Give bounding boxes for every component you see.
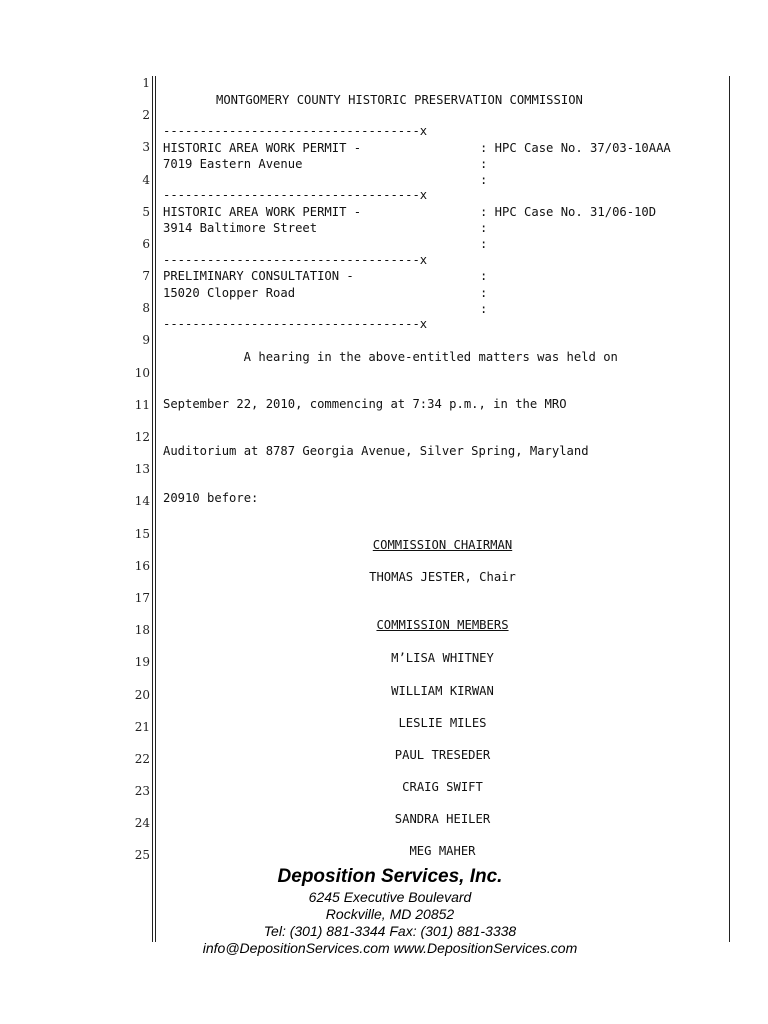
hearing-line: Auditorium at 8787 Georgia Avenue, Silver Spring, Maryland xyxy=(163,444,589,458)
line-number: 19 xyxy=(134,655,150,669)
line-number: 10 xyxy=(134,366,150,380)
line-number: 3 xyxy=(142,140,150,154)
case-number: : xyxy=(480,269,488,283)
hearing-line: 20910 before: xyxy=(163,491,259,505)
member-name: LESLIE MILES xyxy=(398,716,487,730)
line-number: 15 xyxy=(134,527,150,541)
caption-colon: : xyxy=(480,157,488,171)
line-number: 4 xyxy=(142,173,150,187)
line-number: 17 xyxy=(134,591,150,605)
member-name: M’LISA WHITNEY xyxy=(391,651,494,665)
line-number: 25 xyxy=(134,848,150,862)
member-name: SANDRA HEILER xyxy=(394,812,491,826)
left-margin-rule xyxy=(152,76,153,942)
footer-web: info@DepositionServices.com www.DepositionServices.com xyxy=(202,940,578,956)
case-type: HISTORIC AREA WORK PERMIT - xyxy=(163,141,362,155)
line-number: 13 xyxy=(134,462,150,476)
footer-phone: Tel: (301) 881-3344 Fax: (301) 881-3338 xyxy=(263,923,517,939)
line-number: 22 xyxy=(134,752,150,766)
caption-colon: : xyxy=(480,302,488,316)
case-number: : HPC Case No. 37/03-10AAA xyxy=(480,141,671,155)
case-address: 3914 Baltimore Street xyxy=(163,221,318,235)
document-title: MONTGOMERY COUNTY HISTORIC PRESERVATION COMMISSION xyxy=(216,93,583,107)
caption-separator: -----------------------------------x xyxy=(163,317,428,331)
line-number: 20 xyxy=(134,688,150,702)
caption-separator: -----------------------------------x xyxy=(163,124,428,138)
line-number: 14 xyxy=(134,494,150,508)
footer-address-line1: 6245 Executive Boulevard xyxy=(308,889,472,905)
line-number: 24 xyxy=(134,816,150,830)
caption-separator: -----------------------------------x xyxy=(163,188,428,202)
footer-address-line2: Rockville, MD 20852 xyxy=(325,906,455,922)
line-number: 5 xyxy=(142,205,150,219)
footer-company: Deposition Services, Inc. xyxy=(277,866,503,887)
line-number: 21 xyxy=(134,720,150,734)
caption-colon: : xyxy=(480,221,488,235)
member-name: WILLIAM KIRWAN xyxy=(391,684,494,698)
chairman-heading-text: COMMISSION CHAIRMAN xyxy=(372,538,513,552)
caption-separator: -----------------------------------x xyxy=(163,253,428,267)
member-name: MEG MAHER xyxy=(409,844,476,858)
case-address: 15020 Clopper Road xyxy=(163,286,296,300)
caption-colon: : xyxy=(480,286,488,300)
line-number: 11 xyxy=(134,398,150,412)
case-number: : HPC Case No. 31/06-10D xyxy=(480,205,657,219)
case-address: 7019 Eastern Avenue xyxy=(163,157,303,171)
hearing-line: A hearing in the above-entitled matters was held on xyxy=(207,350,618,364)
line-number: 2 xyxy=(142,108,150,122)
member-name: CRAIG SWIFT xyxy=(402,780,483,794)
line-number: 6 xyxy=(142,237,150,251)
line-number: 9 xyxy=(142,333,150,347)
members-heading-text: COMMISSION MEMBERS xyxy=(376,618,509,632)
case-type: HISTORIC AREA WORK PERMIT - xyxy=(163,205,362,219)
chairman-heading xyxy=(156,538,729,552)
line-number: 12 xyxy=(134,430,150,444)
member-name: PAUL TRESEDER xyxy=(394,748,491,762)
members-heading xyxy=(156,618,729,632)
right-margin-rule xyxy=(729,76,730,942)
chairman-name: THOMAS JESTER, Chair xyxy=(369,570,516,584)
case-type: PRELIMINARY CONSULTATION - xyxy=(163,269,354,283)
line-number: 18 xyxy=(134,623,150,637)
caption-colon: : xyxy=(480,173,488,187)
line-number: 16 xyxy=(134,559,150,573)
line-number: 7 xyxy=(142,269,150,283)
line-number: 23 xyxy=(134,784,150,798)
hearing-line: September 22, 2010, commencing at 7:34 p.m., in the MRO xyxy=(163,397,567,411)
caption-colon: : xyxy=(480,237,488,251)
line-number: 1 xyxy=(142,76,150,90)
line-number: 8 xyxy=(142,301,150,315)
